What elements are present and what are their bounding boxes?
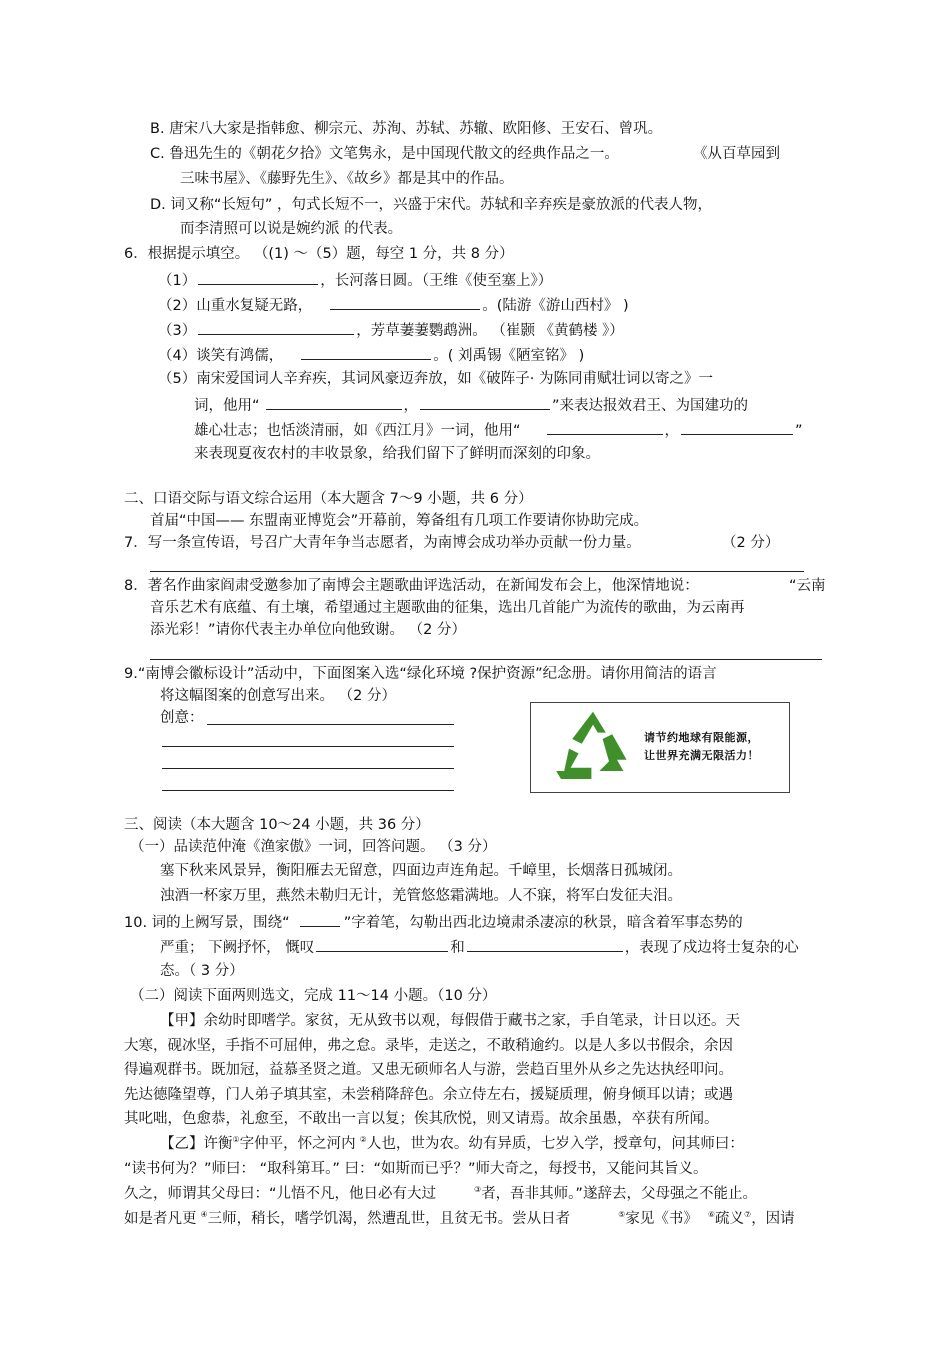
footnote-marker: ③: [474, 1185, 482, 1195]
q10-and: 和: [450, 940, 465, 956]
option-c-line1-end: 《从百草园到: [693, 146, 780, 162]
q6-item-5-line2-end: ”来表达报效君王、为国建功的: [552, 398, 749, 414]
q9-creative-label: 创意：: [160, 710, 204, 726]
q6-item-5-line2: [194, 394, 748, 416]
q9-answer-line-1[interactable]: [207, 724, 454, 725]
yi-text: 三师，稍长，嗜学饥渴，然遭乱世，且贫无书。尝从日者: [207, 1211, 571, 1227]
yi-text: 字仲平，怀之河内: [239, 1136, 356, 1152]
q9-line1: 9.“南博会徽标设计”活动中，下面图案入选“绿化环境 ?保护资源”纪念册。请你用简洁的语言: [124, 666, 717, 682]
yi-text: ，因请: [751, 1211, 795, 1227]
answer-blank[interactable]: [330, 294, 480, 310]
yi-text: 者，吾非其师。”遂辞去，父母强之不能止。: [481, 1186, 757, 1202]
q6-item-1-label: （1）: [158, 273, 197, 289]
q9-line2: 将这幅图案的创意写出来。 （2 分）: [160, 688, 396, 704]
q6-item-5-line1: （5）南宋爱国词人辛弃疾，其词风豪迈奔放，如《破阵子· 为陈同甫赋壮词以寄之》一: [158, 371, 713, 387]
yi-text: 人也，世为农。幼有异质，七岁入学，授章句，问其师曰：: [366, 1136, 744, 1152]
answer-blank[interactable]: [467, 936, 623, 952]
option-b: B. 唐宋八大家是指韩愈、柳宗元、苏洵、苏轼、苏辙、欧阳修、王安石、曾巩。: [150, 121, 663, 137]
logo-slogan-line2: 让世界充满无限活力！: [644, 749, 759, 762]
passage-yi-line4: [124, 1209, 795, 1229]
q6-item-5-line3-start: 雄心壮志；也恬淡清丽，如《西江月》一词，他用“: [194, 423, 521, 439]
answer-blank[interactable]: [198, 319, 354, 335]
q7-points: （2 分）: [722, 535, 780, 551]
yi-text: 如是者凡更: [124, 1211, 197, 1227]
q6-item-5-line3: [194, 419, 803, 441]
passage-jia-line5: 其叱咄，色愈恭，礼愈至，不敢出一言以复；俟其欣悦，则又请焉。故余虽愚，卒获有所闻。: [124, 1111, 719, 1127]
section2-heading: 二、口语交际与语文综合运用（本大题含 7～9 小题，共 6 分）: [124, 491, 533, 507]
answer-blank[interactable]: [266, 394, 402, 410]
passage-jia-line3: 得遍观群书。既加冠，益慕圣贤之道。又患无硕师名人与游，尝趋百里外从乡之先达执经叩问。: [124, 1062, 733, 1078]
q6-item-3-text: ，芳草萋萋鹦鹉洲。 （崔颢 《黄鹤楼 》）: [356, 323, 624, 339]
q7-text: 7．写一条宣传语，号召广大青年争当志愿者，为南博会成功举办贡献一份力量。: [124, 535, 641, 551]
passage-yi-line2: “读书何为？”师曰： “取科第耳。” 曰：“如斯而已乎？”师大奇之，每授书，又能问其旨义。: [124, 1161, 708, 1177]
option-c-line1: C. 鲁迅先生的《朝花夕拾》文笔隽永，是中国现代散文的经典作品之一。: [150, 146, 619, 162]
yi-text: 【乙】许衡: [160, 1136, 233, 1152]
q6-item-4-source: 。( 刘禹锡《陋室铭》 ): [433, 348, 585, 364]
q9-answer-line-2[interactable]: [162, 746, 454, 747]
comma: ，: [403, 398, 419, 414]
q6-heading: 6．根据提示填空。 （(1) ～（5）题，每空 1 分，共 8 分）: [124, 246, 514, 262]
q10-line2: [160, 936, 799, 958]
section3-heading: 三、阅读（本大题含 10～24 小题，共 36 分）: [124, 817, 430, 833]
q6-item-3-label: （3）: [158, 323, 197, 339]
q8-answer-line[interactable]: [150, 659, 822, 660]
q8-line1: 8．著名作曲家阎肃受邀参加了南博会主题歌曲评选活动，在新闻发布会上，他深情地说：: [124, 578, 699, 594]
answer-blank[interactable]: [420, 394, 550, 410]
option-d-line1: D. 词又称“长短句” ，句式长短不一，兴盛于宋代。苏轼和辛弃疾是豪放派的代表人物，: [150, 197, 713, 213]
q6-item-5-line2-start: 词，他用“: [194, 398, 260, 414]
yi-text: 疏义: [715, 1211, 745, 1227]
q6-item-4-text: （4）谈笑有鸿儒，: [158, 348, 284, 364]
quote-close: ”: [795, 423, 803, 439]
footnote-marker: ⑥: [707, 1210, 716, 1220]
footnote-marker: ⑦: [744, 1210, 752, 1220]
yi-text: 久之，师谓其父母曰：“儿悟不凡，他日必有大过: [124, 1186, 437, 1202]
footnote-marker: ②: [359, 1135, 367, 1145]
poem-line1: 塞下秋来风景异，衡阳雁去无留意，四面边声连角起。千嶂里，长烟落日孤城闭。: [160, 863, 682, 879]
option-d-line2: 而李清照可以说是婉约派 的代表。: [180, 221, 403, 237]
yi-text: 家见《书》: [625, 1211, 698, 1227]
q10-line1-end: ”字着笔，勾勒出西北边境肃杀凄凉的秋景，暗含着军事态势的: [343, 915, 743, 931]
q6-item-2: [158, 294, 629, 316]
q6-item-2-text: （2）山重水复疑无路，: [158, 298, 313, 314]
recycle-logo-image: [530, 702, 790, 793]
answer-blank[interactable]: [547, 419, 663, 435]
q6-item-3: [158, 319, 624, 341]
section2-intro: 首届“中国—— 东盟南亚博览会”开幕前，筹备组有几项工作要请你协助完成。: [150, 513, 649, 529]
part1-heading: （一）品读范仲淹《渔家傲》一词，回答问题。 （3 分）: [130, 839, 497, 855]
q8-line1-end: “云南: [789, 578, 826, 594]
passage-yi-line3: [124, 1184, 757, 1204]
poem-line2: 浊酒一杯家万里，燕然未勒归无计，羌管悠悠霜满地。人不寐，将军白发征夫泪。: [160, 888, 682, 904]
part2-heading: （二）阅读下面两则选文，完成 11～14 小题。（10 分）: [130, 988, 497, 1004]
q6-item-2-source: 。(陆游《游山西村》 ): [482, 298, 629, 314]
q10-line3: 态。（ 3 分）: [160, 963, 244, 979]
q6-item-1-text: ，长河落日圆。（王维《使至塞上》）: [320, 273, 553, 289]
q10-line2-start: 严重； 下阙抒怀， 慨叹: [160, 940, 315, 956]
q10-line1: [124, 911, 743, 933]
comma: ，: [664, 423, 680, 439]
q10-line1-start: 10. 词的上阙写景，围绕“: [124, 915, 290, 931]
passage-jia-line4: 先达德隆望尊，门人弟子填其室，未尝稍降辞色。余立侍左右，援疑质理，俯身倾耳以请；或遇: [124, 1087, 733, 1103]
q6-item-4: [158, 344, 584, 366]
option-c-line2: 三味书屋》、《藤野先生》、《故乡》都是其中的作品。: [180, 171, 514, 187]
passage-jia-line2: 大寒，砚冰坚，手指不可屈伸，弗之怠。录毕，走送之，不敢稍逾约。以是人多以书假余，余因: [124, 1038, 733, 1054]
q7-answer-line[interactable]: [150, 571, 804, 572]
q10-line2-end: ，表现了戍边将士复杂的心: [624, 940, 799, 956]
q6-item-5-line4: 来表现夏夜农村的丰收景象，给我们留下了鲜明而深刻的印象。: [194, 446, 600, 462]
recycle-icon: [551, 707, 635, 787]
answer-blank[interactable]: [198, 269, 318, 285]
q9-answer-line-4[interactable]: [162, 790, 454, 791]
answer-blank[interactable]: [316, 936, 448, 952]
logo-slogan-line1: 请节约地球有限能源，: [644, 731, 759, 744]
answer-blank[interactable]: [300, 911, 340, 927]
q8-line2: 音乐艺术有底蕴、有土壤，希望通过主题歌曲的征集，选出几首能广为流传的歌曲，为云南再: [150, 600, 745, 616]
q6-item-1: [158, 269, 552, 291]
passage-jia-line1: 【甲】余幼时即嗜学。家贫，无从致书以观，每假借于藏书之家，手自笔录，计日以还。天: [160, 1013, 740, 1029]
footnote-marker: ⑤: [618, 1210, 626, 1220]
passage-yi-line1: [160, 1134, 744, 1154]
answer-blank[interactable]: [301, 344, 431, 360]
q9-answer-line-3[interactable]: [162, 768, 454, 769]
footnote-marker: ①: [232, 1135, 240, 1145]
answer-blank[interactable]: [681, 419, 793, 435]
q8-line3: 添光彩！”请你代表主办单位向他致谢。 （2 分）: [150, 622, 466, 638]
footnote-marker: ④: [200, 1210, 208, 1220]
